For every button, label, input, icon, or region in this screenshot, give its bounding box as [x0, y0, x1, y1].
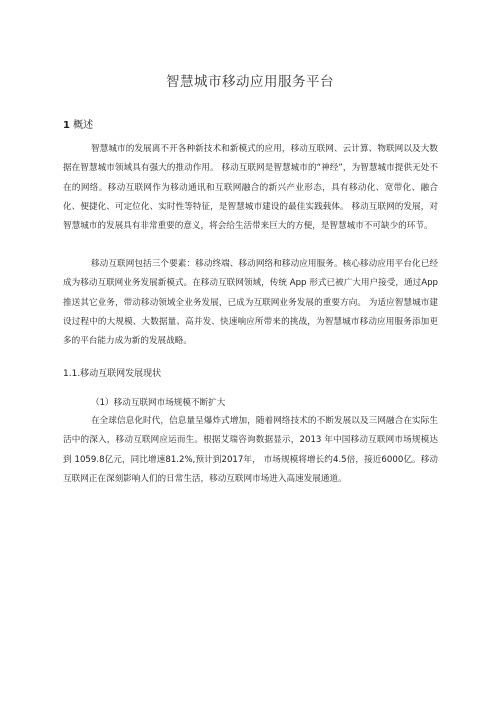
subsection-heading-mobile-internet-status: 1.1.移动互联网发展现状 [63, 369, 162, 379]
market-scale-paragraph: 在全球信息化时代，信息量呈爆炸式增加，随着网络技术的不断发展以及三网融合在实际生活中的深入，移动互联网应运而生。根据艾瑞咨询数据显示，2013 年中国移动互联网市场规模达到 1059.8亿元，同比增速81.2%,预计到2017年， 市场规模将增长约4.5倍，接近6000亿。移动互联网正在深刻影响人们的日常生活，移动互联网市场进入高速发展通道。 [63, 416, 438, 484]
overview-paragraph-1: 智慧城市的发展离不开各种新技术和新模式的应用，移动互联网、云计算、物联网以及大数据在智慧城市领域具有强大的推动作用。 移动互联网是智慧城市的“神经”，为智慧城市提供无处不在的网络。移动互联网作为移动通讯和互联网融合的新兴产业形态，具有移动化、宽带化、融合化、便捷化、可定位化、实时性等特征，是智慧城市建设的最佳实践载体。 移动互联网的发展，对智慧城市的发展具有非常重要的意义，将会给生活带来巨大的方便，是智慧城市不可缺少的环节。 [63, 144, 438, 232]
section-heading-text: 概述 [73, 120, 94, 131]
subsection-item-heading-market-scale: （1）移动互联网市场规模不断扩大 [91, 398, 226, 408]
section-heading-overview [63, 116, 93, 131]
section-number: 1 [63, 120, 70, 131]
overview-paragraph-2: 移动互联网包括三个要素：移动终端、移动网络和移动应用服务。核心移动应用平台化已经成为移动互联网业务发展新模式。在移动互联网领域，传统 App 形式已被广大用户接受，通过App推送其它业务，带动移动领域全业务发展，已成为互联网业务发展的重要方向。 为适应智慧城市建设过程中的大规模、大数据量、高并发、快速响应所带来的挑战，为智慧城市移动应用服务添加更多的平台能力成为新的发展战略。 [63, 259, 438, 347]
document-title: 智慧城市移动应用服务平台 [166, 74, 334, 90]
